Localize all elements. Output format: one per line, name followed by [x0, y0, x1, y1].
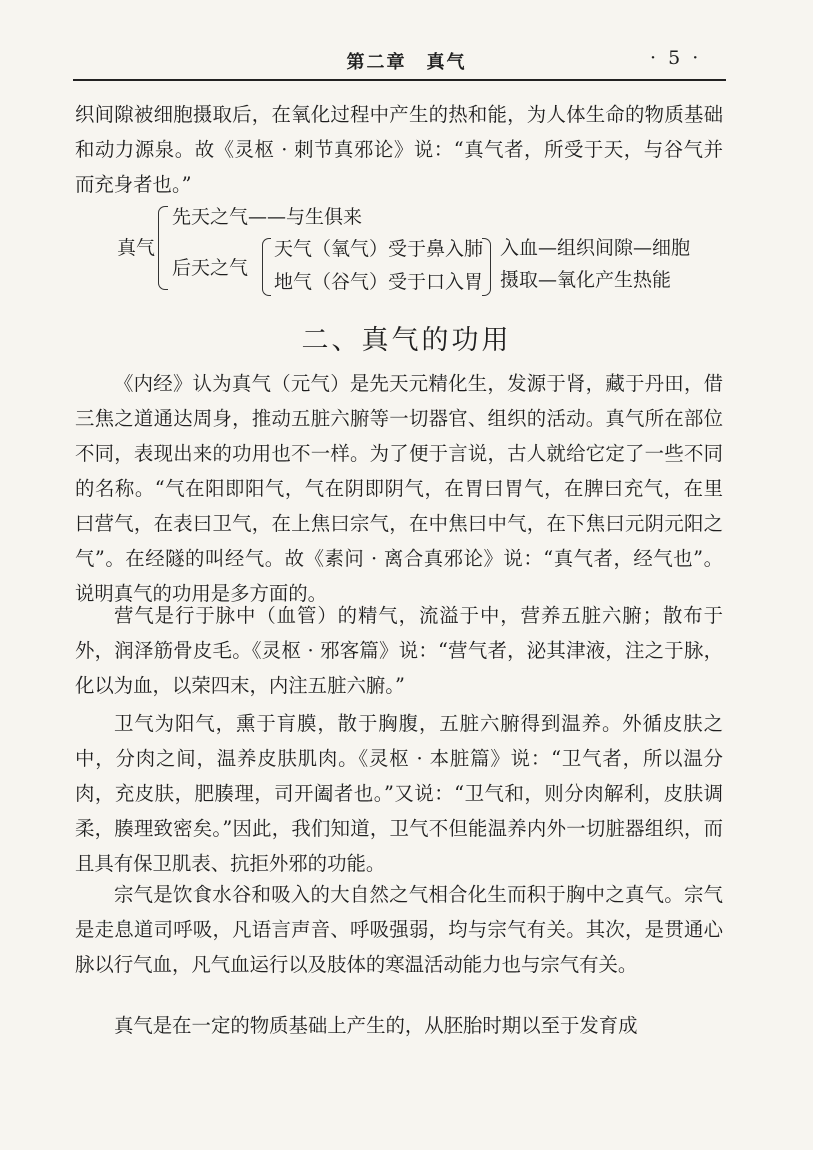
diagram-blood-path: 入血—组织间隙—细胞	[500, 237, 691, 259]
paragraph-intro: 织间隙被细胞摄取后，在氧化过程中产生的热和能，为人体生命的物质基础和动力源泉。故《灵枢 · 刺节真邪论》说：“真气者，所受于天，与谷气并而充身者也。”	[75, 103, 723, 196]
page-number: · 5 ·	[650, 47, 702, 69]
paths-brace	[482, 238, 491, 296]
paragraph-zhen-qi-origin: 真气是在一定的物质基础上产生的，从胚胎时期以至于发育成	[114, 1014, 638, 1037]
diagram-innate-qi: 先天之气——与生俱来	[172, 206, 363, 228]
paragraph-zong-qi: 宗气是饮食水谷和吸入的大自然之气相合化生而积于胸中之真气。宗气是走息道司呼吸，凡语言声音、呼吸强弱，均与宗气有关。其次，是贯通心脉以行气血，凡气血运行以及肢体的寒温活动能力也与宗气有关。	[75, 883, 723, 976]
root-brace	[158, 206, 168, 290]
paragraph-neijing: 《内经》认为真气（元气）是先天元精化生，发源于肾，藏于丹田，借三焦之道通达周身，推动五脏六腑等一切器官、组织的活动。真气所在部位不同，表现出来的功用也不一样。为了便于言说，古人就给它定了一些不同的名称。“气在阳即阳气，气在阴即阴气，在胃曰胃气，在脾曰充气，在里曰营气，在表曰卫气，在上焦曰宗气，在中焦曰中气，在下焦曰元阴元阳之气”。在经隧的叫经气。故《素问 · 离合真邪论》说：“真气者，经气也”。说明真气的功用是多方面的。	[75, 372, 723, 605]
diagram-sky-qi: 天气（氧气）受于鼻入肺	[274, 238, 484, 260]
diagram-acquired-qi: 后天之气	[172, 257, 249, 279]
chapter-title: 第二章 真气	[346, 52, 467, 73]
acquired-brace	[262, 238, 271, 296]
section-title: 二、真气的功用	[301, 325, 512, 356]
diagram-root: 真气	[117, 237, 156, 259]
header-rule	[73, 79, 726, 81]
diagram-oxidation-path: 摄取—氧化产生热能	[500, 269, 672, 291]
diagram-earth-qi: 地气（谷气）受于口入胃	[274, 271, 484, 293]
paragraph-wei-qi: 卫气为阳气，熏于肓膜，散于胸腹，五脏六腑得到温养。外循皮肤之中，分肉之间，温养皮肤肌肉。《灵枢 · 本脏篇》说：“卫气者，所以温分肉，充皮肤，肥腠理，司开阖者也。”又说：“卫气和，则分肉解利，皮肤调柔，腠理致密矣。”因此，我们知道，卫气不但能温养内外一切脏器组织，而且具有保卫肌表、抗拒外邪的功能。	[75, 712, 723, 875]
paragraph-ying-qi: 营气是行于脉中（血管）的精气，流溢于中，营养五脏六腑；散布于外，润泽筋骨皮毛。《灵枢 · 邪客篇》说：“营气者，泌其津液，注之于脉，化以为血，以荣四末，内注五脏六腑。”	[75, 604, 723, 697]
